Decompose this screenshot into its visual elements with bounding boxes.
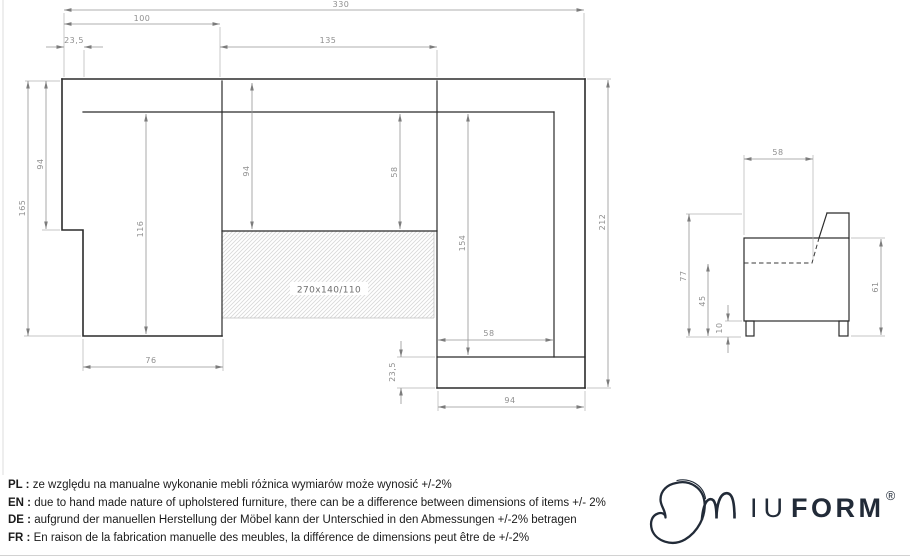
side-view-extension-lines (686, 155, 885, 337)
dim-total-height: 77 (679, 270, 688, 282)
dim-back-height: 61 (871, 281, 880, 293)
dim-middle-seat-depth: 58 (390, 166, 399, 178)
brand-text-bold: FORM (791, 493, 885, 523)
dim-armrest-depth: 94 (36, 158, 45, 170)
dim-middle-depth: 94 (242, 165, 251, 177)
dim-overall-depth: 212 (598, 213, 607, 231)
brand-logo (645, 478, 903, 552)
dim-seat-depth: 58 (772, 148, 784, 157)
top-view-extension-lines (24, 13, 611, 411)
dim-overall-width: 330 (332, 0, 350, 9)
tolerance-notes (8, 477, 606, 547)
dim-right-seat-width: 58 (483, 329, 495, 338)
note-lang-fr: FR : (8, 531, 31, 544)
dim-chaise-length: 116 (136, 220, 145, 238)
note-lang-en: EN : (8, 496, 31, 509)
dim-left-depth: 165 (18, 199, 27, 217)
side-view-outline (744, 213, 849, 336)
note-text-fr: En raison de la fabrication manuelle des meubles, la différence de dimensions peut être de +/-2% (33, 531, 530, 544)
dim-front-band-depth: 23,5 (388, 362, 397, 382)
dim-left-section-width: 100 (133, 14, 151, 23)
dim-right-seat-length: 154 (458, 234, 467, 252)
note-text-en: due to hand made nature of upholstered furniture, there can be a difference between dimensions of items +/- 2% (34, 496, 606, 509)
sofa-side-view (679, 148, 885, 353)
brand-text-light: IU (750, 493, 789, 523)
top-view-dimensions (18, 0, 608, 407)
dim-seat-height: 45 (698, 295, 707, 307)
sleeping-area-size-label: 270x140/110 (296, 285, 362, 296)
sleeping-area-hatch (222, 231, 434, 318)
dim-leg-height: 10 (715, 322, 724, 334)
side-view-dimensions (679, 148, 881, 353)
note-line-en (8, 495, 606, 513)
dim-armrest-width: 23,5 (64, 36, 84, 45)
note-lang-pl: PL : (8, 479, 30, 491)
note-line-pl (8, 477, 606, 495)
sofa-top-view (18, 0, 611, 411)
note-text-pl: ze względu na manualne wykonanie mebli różnica wymiarów może wynosić +/-2% (32, 479, 452, 491)
note-line-fr (8, 530, 606, 548)
dim-middle-section-width: 135 (319, 36, 337, 45)
note-line-de (8, 512, 606, 530)
bean-icon (651, 480, 705, 543)
brand-m-icon (702, 493, 735, 519)
dim-chaise-width: 76 (145, 356, 157, 365)
dim-right-section-width: 94 (504, 396, 516, 405)
brand-logo-graphic (645, 478, 903, 552)
registered-mark: ® (886, 489, 896, 503)
page-bottom-edge (0, 555, 910, 556)
note-lang-de: DE : (8, 514, 31, 526)
note-text-de: aufgrund der manuellen Herstellung der Möbel kann der Unterschied in den Abmessungen +/-2% betragen (34, 514, 577, 526)
